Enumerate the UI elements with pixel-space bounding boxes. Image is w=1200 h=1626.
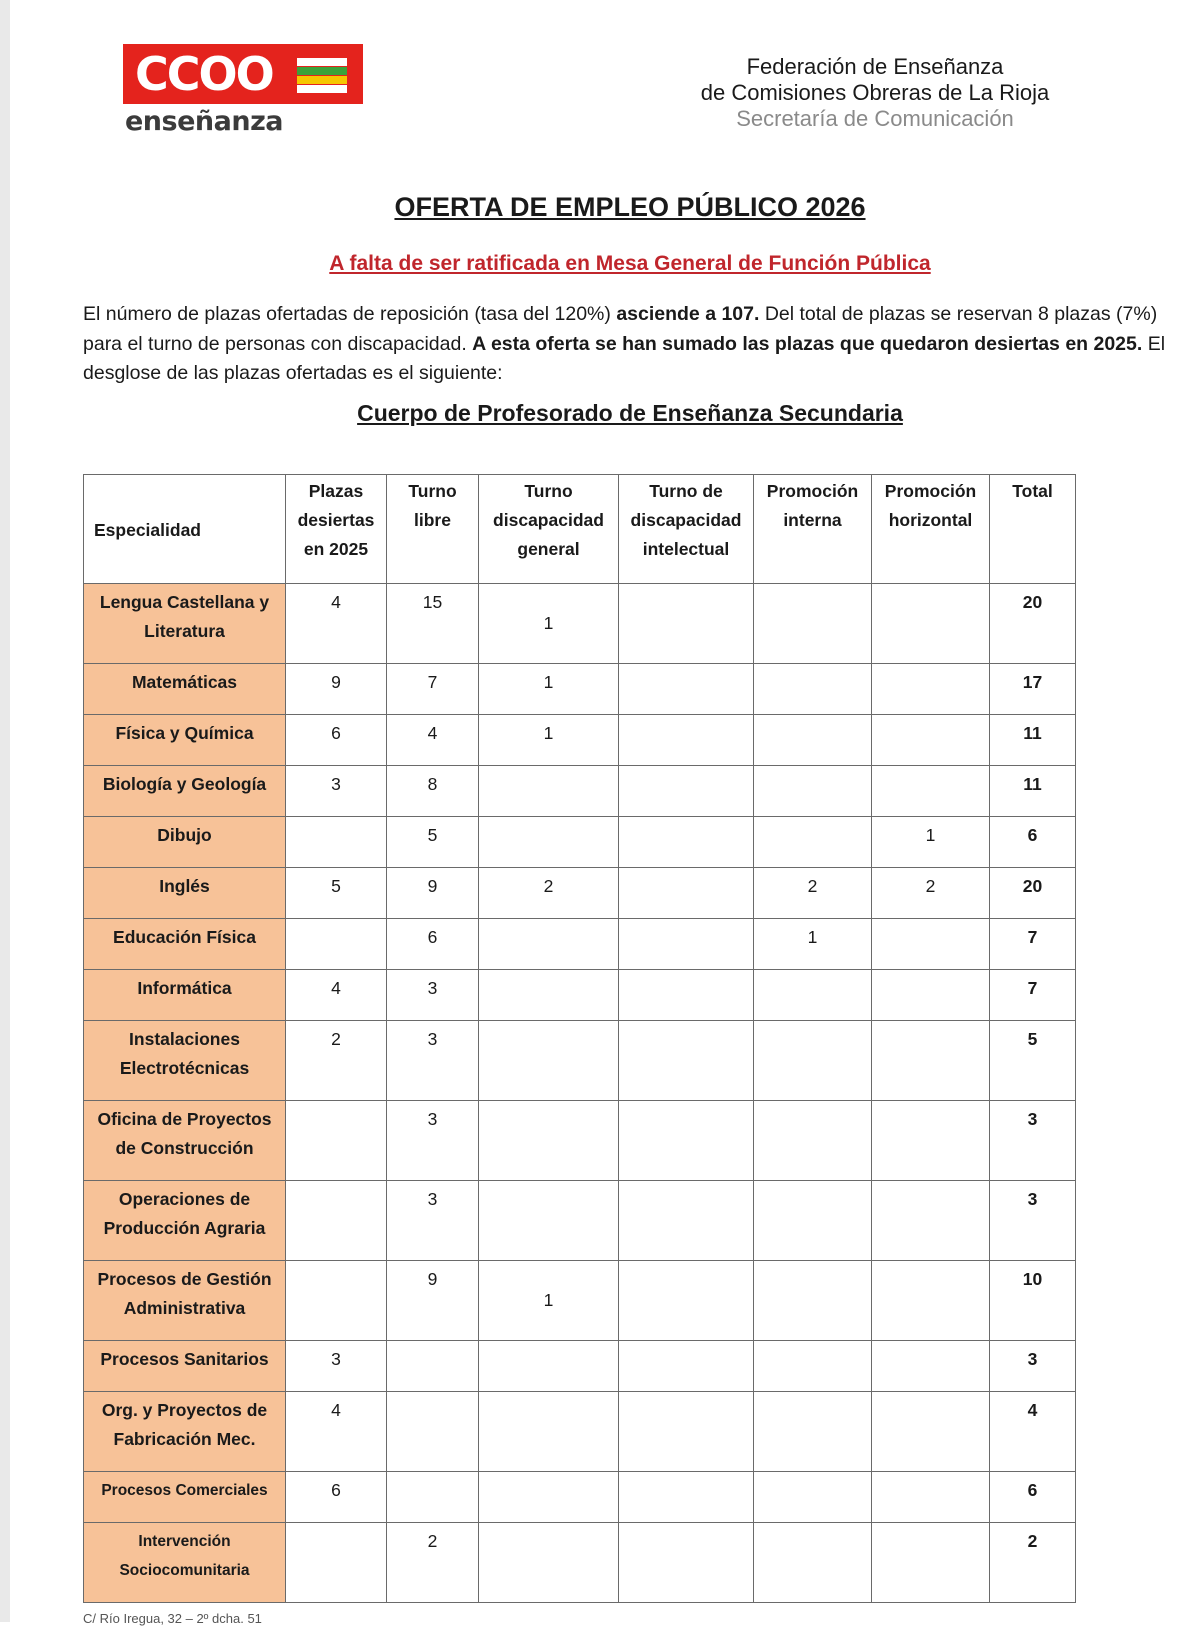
cell-disc-general — [479, 817, 619, 868]
cell-disc-intelectual — [619, 1021, 754, 1101]
cell-total: 5 — [990, 1021, 1076, 1101]
cell-prom-interna — [754, 1181, 872, 1261]
cell-prom-horizontal — [872, 766, 990, 817]
section-title: Cuerpo de Profesorado de Enseñanza Secundaria — [357, 400, 903, 426]
cell-prom-horizontal — [872, 715, 990, 766]
plazas-table — [83, 474, 1076, 1603]
cell-prom-horizontal — [872, 1181, 990, 1261]
table-row — [84, 868, 1076, 919]
cell-desiertas — [286, 1523, 387, 1603]
org-line-1: Federación de Enseñanza — [746, 54, 1004, 79]
logo-ccoo-text: CCOO — [135, 47, 273, 101]
cell-disc-intelectual — [619, 1472, 754, 1523]
cell-disc-intelectual — [619, 1101, 754, 1181]
cell-prom-interna — [754, 1523, 872, 1603]
cell-desiertas: 4 — [286, 970, 387, 1021]
ccoo-ensenanza-logo — [123, 44, 363, 137]
cell-prom-horizontal — [872, 970, 990, 1021]
table-row — [84, 715, 1076, 766]
cell-disc-general — [479, 1523, 619, 1603]
cell-prom-interna — [754, 1472, 872, 1523]
cell-prom-horizontal — [872, 1392, 990, 1472]
table-row — [84, 766, 1076, 817]
row-especialidad: Intervención Sociocomunitaria — [84, 1523, 286, 1603]
cell-prom-horizontal — [872, 584, 990, 664]
row-especialidad: Informática — [84, 970, 286, 1021]
cell-prom-interna: 2 — [754, 868, 872, 919]
row-especialidad: Operaciones de Producción Agraria — [84, 1181, 286, 1261]
cell-total: 11 — [990, 715, 1076, 766]
cell-libre: 2 — [387, 1523, 479, 1603]
row-especialidad: Dibujo — [84, 817, 286, 868]
cell-disc-intelectual — [619, 970, 754, 1021]
table-header-row — [84, 475, 1076, 584]
cell-libre: 3 — [387, 1101, 479, 1181]
cell-total: 6 — [990, 1472, 1076, 1523]
logo-subtitle: enseñanza — [125, 106, 284, 137]
cell-prom-interna — [754, 817, 872, 868]
cell-disc-intelectual — [619, 1392, 754, 1472]
table-row — [84, 664, 1076, 715]
row-especialidad: Procesos Comerciales — [84, 1472, 286, 1523]
cell-disc-intelectual — [619, 1523, 754, 1603]
intro-text-1: El número de plazas ofertadas de reposición (tasa del 120%) — [83, 303, 617, 325]
cell-desiertas — [286, 919, 387, 970]
cell-disc-intelectual — [619, 715, 754, 766]
cell-libre — [387, 1472, 479, 1523]
cell-total: 4 — [990, 1392, 1076, 1472]
cell-prom-horizontal — [872, 1261, 990, 1341]
cell-disc-intelectual — [619, 1261, 754, 1341]
cell-total: 2 — [990, 1523, 1076, 1603]
intro-text-2: Del total de plazas se reservan 8 plazas (7%) para el turno de personas con discapacidad. — [83, 303, 1158, 355]
cell-prom-horizontal — [872, 1021, 990, 1101]
cell-libre: 15 — [387, 584, 479, 664]
page-edge — [0, 0, 10, 1622]
cell-disc-intelectual — [619, 584, 754, 664]
cell-disc-intelectual — [619, 817, 754, 868]
cell-desiertas — [286, 1261, 387, 1341]
cell-total: 3 — [990, 1341, 1076, 1392]
cell-total: 7 — [990, 919, 1076, 970]
cell-desiertas: 6 — [286, 1472, 387, 1523]
cell-prom-horizontal — [872, 1472, 990, 1523]
cell-libre: 5 — [387, 817, 479, 868]
cell-libre: 9 — [387, 1261, 479, 1341]
intro-text-3: El desglose de las plazas ofertadas es el siguiente: — [83, 332, 1166, 384]
table-row — [84, 1101, 1076, 1181]
cell-prom-interna — [754, 766, 872, 817]
footer-address: C/ Río Iregua, 32 – 2º dcha. 51 — [83, 1611, 262, 1626]
cell-disc-general: 2 — [479, 868, 619, 919]
cell-desiertas — [286, 1101, 387, 1181]
row-especialidad: Org. y Proyectos de Fabricación Mec. — [84, 1392, 286, 1472]
table-row — [84, 1392, 1076, 1472]
cell-disc-general — [479, 1181, 619, 1261]
document-title: OFERTA DE EMPLEO PÚBLICO 2026 — [394, 192, 866, 222]
intro-paragraph — [83, 300, 1178, 389]
table-row — [84, 584, 1076, 664]
cell-libre: 3 — [387, 970, 479, 1021]
cell-prom-interna — [754, 664, 872, 715]
cell-disc-general: 1 — [479, 664, 619, 715]
cell-libre: 4 — [387, 715, 479, 766]
cell-disc-general — [479, 1392, 619, 1472]
cell-prom-interna — [754, 1101, 872, 1181]
row-especialidad: Física y Química — [84, 715, 286, 766]
cell-desiertas: 5 — [286, 868, 387, 919]
cell-desiertas — [286, 817, 387, 868]
row-especialidad: Inglés — [84, 868, 286, 919]
header-total: Total — [990, 475, 1076, 584]
cell-desiertas: 3 — [286, 1341, 387, 1392]
row-especialidad: Educación Física — [84, 919, 286, 970]
header-prom-horizontal: Promoción horizontal — [872, 475, 990, 584]
cell-prom-interna — [754, 1392, 872, 1472]
cell-total: 11 — [990, 766, 1076, 817]
cell-prom-horizontal: 1 — [872, 817, 990, 868]
cell-libre: 6 — [387, 919, 479, 970]
logo-red-box — [123, 44, 363, 104]
header-turno-libre: Turno libre — [387, 475, 479, 584]
cell-disc-intelectual — [619, 664, 754, 715]
cell-disc-general — [479, 970, 619, 1021]
intro-bold-1: asciende a 107. — [616, 303, 760, 325]
cell-disc-general — [479, 766, 619, 817]
table-row — [84, 1181, 1076, 1261]
cell-prom-interna — [754, 715, 872, 766]
header-desiertas: Plazas desiertas en 2025 — [286, 475, 387, 584]
cell-total: 7 — [990, 970, 1076, 1021]
org-line-3: Secretaría de Comunicación — [736, 106, 1014, 131]
table-row — [84, 919, 1076, 970]
cell-disc-intelectual — [619, 1341, 754, 1392]
row-especialidad: Lengua Castellana y Literatura — [84, 584, 286, 664]
cell-prom-horizontal: 2 — [872, 868, 990, 919]
org-line-2: de Comisiones Obreras de La Rioja — [700, 80, 1050, 105]
cell-disc-general: 1 — [479, 715, 619, 766]
organization-header — [640, 54, 1110, 132]
row-especialidad: Procesos Sanitarios — [84, 1341, 286, 1392]
cell-disc-general — [479, 1101, 619, 1181]
table-row — [84, 1472, 1076, 1523]
cell-prom-interna — [754, 1261, 872, 1341]
cell-total: 20 — [990, 584, 1076, 664]
cell-disc-general — [479, 919, 619, 970]
cell-total: 10 — [990, 1261, 1076, 1341]
header-disc-intelectual: Turno de discapacidad intelectual — [619, 475, 754, 584]
cell-disc-intelectual — [619, 1181, 754, 1261]
cell-libre — [387, 1341, 479, 1392]
cell-libre: 3 — [387, 1181, 479, 1261]
cell-libre: 7 — [387, 664, 479, 715]
row-especialidad: Biología y Geología — [84, 766, 286, 817]
cell-prom-horizontal — [872, 664, 990, 715]
cell-prom-interna — [754, 970, 872, 1021]
cell-disc-intelectual — [619, 919, 754, 970]
cell-disc-general: 1 — [479, 1261, 619, 1341]
row-especialidad: Oficina de Proyectos de Construcción — [84, 1101, 286, 1181]
cell-total: 20 — [990, 868, 1076, 919]
cell-prom-interna: 1 — [754, 919, 872, 970]
cell-libre: 8 — [387, 766, 479, 817]
cell-disc-intelectual — [619, 868, 754, 919]
cell-desiertas: 6 — [286, 715, 387, 766]
table-row — [84, 970, 1076, 1021]
cell-libre: 3 — [387, 1021, 479, 1101]
cell-prom-horizontal — [872, 1341, 990, 1392]
cell-prom-interna — [754, 1341, 872, 1392]
la-rioja-flag-icon — [297, 58, 347, 92]
intro-bold-2: A esta oferta se han sumado las plazas que quedaron desiertas en 2025. — [472, 332, 1143, 355]
header-especialidad: Especialidad — [84, 475, 286, 584]
row-especialidad: Instalaciones Electrotécnicas — [84, 1021, 286, 1101]
table-row — [84, 1021, 1076, 1101]
cell-total: 17 — [990, 664, 1076, 715]
cell-disc-general: 1 — [479, 584, 619, 664]
cell-disc-general — [479, 1341, 619, 1392]
table-row — [84, 1261, 1076, 1341]
cell-libre — [387, 1392, 479, 1472]
cell-prom-horizontal — [872, 919, 990, 970]
cell-disc-intelectual — [619, 766, 754, 817]
table-row — [84, 1523, 1076, 1603]
document-subtitle: A falta de ser ratificada en Mesa General de Función Pública — [329, 252, 931, 275]
cell-desiertas: 4 — [286, 1392, 387, 1472]
cell-total: 3 — [990, 1181, 1076, 1261]
table-row — [84, 1341, 1076, 1392]
cell-prom-horizontal — [872, 1523, 990, 1603]
table-row — [84, 817, 1076, 868]
cell-prom-horizontal — [872, 1101, 990, 1181]
cell-disc-general — [479, 1472, 619, 1523]
cell-desiertas: 4 — [286, 584, 387, 664]
cell-total: 6 — [990, 817, 1076, 868]
header-prom-interna: Promoción interna — [754, 475, 872, 584]
cell-desiertas: 2 — [286, 1021, 387, 1101]
row-especialidad: Matemáticas — [84, 664, 286, 715]
cell-desiertas — [286, 1181, 387, 1261]
cell-desiertas: 3 — [286, 766, 387, 817]
cell-desiertas: 9 — [286, 664, 387, 715]
cell-libre: 9 — [387, 868, 479, 919]
cell-disc-general — [479, 1021, 619, 1101]
header-disc-general: Turno discapacidad general — [479, 475, 619, 584]
cell-total: 3 — [990, 1101, 1076, 1181]
cell-prom-interna — [754, 1021, 872, 1101]
row-especialidad: Procesos de Gestión Administrativa — [84, 1261, 286, 1341]
cell-prom-interna — [754, 584, 872, 664]
